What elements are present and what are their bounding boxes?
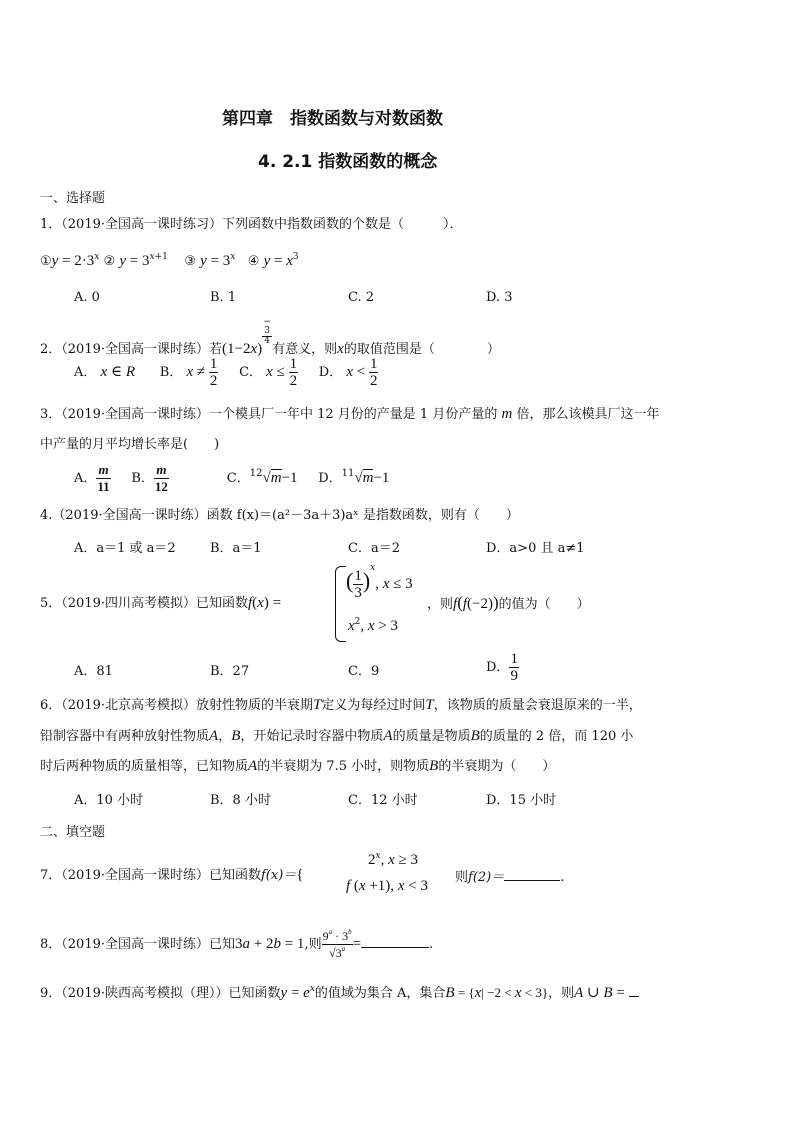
q7-answer-blank[interactable] bbox=[504, 866, 560, 881]
question-7-suffix: 则f(2)＝ . bbox=[455, 866, 564, 887]
q1-option-b: B. 1 bbox=[210, 290, 237, 305]
question-6-line-2: 铅制容器中有两种放射性物质A，B，开始记录时容器中物质A的质量是物质B的质量的 2 倍，而 120 小 bbox=[40, 728, 634, 744]
q1-option-d: D. 3 bbox=[486, 290, 513, 305]
q6-option-c: C．12 小时 bbox=[348, 793, 418, 808]
chapter-title: 第四章 指数函数与对数函数 bbox=[222, 109, 443, 129]
q5-case-1: ( $\frac{1}{3}$ )$^x$, x ≤ 3 bbox=[346, 563, 413, 601]
question-5-suffix: ，则f(f(−2))的值为（ ） bbox=[427, 593, 590, 612]
q8-answer-blank[interactable] bbox=[361, 933, 429, 948]
q1-option-a: A. 0 bbox=[74, 290, 100, 305]
q5-option-b: B．27 bbox=[210, 664, 250, 679]
question-8: 8．（2019·全国高一课时练）已知3a + 2b = 1,则 $\frac{9^a \cdot 3^b}{√3^a}$ = . bbox=[40, 928, 434, 960]
piecewise-brace bbox=[335, 566, 346, 642]
question-5-prefix: 5．（2019·四川高考模拟）已知函数f(x) = bbox=[40, 595, 282, 611]
q9-answer-blank[interactable] bbox=[629, 982, 639, 997]
section-heading-fill: 二、填空题 bbox=[40, 825, 106, 840]
q5-case-2: $x^2$, x > 3 bbox=[348, 617, 399, 634]
q5-option-a: A．81 bbox=[74, 664, 113, 679]
q2-options: A． x ∈ R B． x ≠ $\frac{1}{2}$ C． x ≤ $\frac{1}{2}$ D． x < $\frac{1}{2}$ bbox=[74, 356, 378, 389]
q5-option-d: D． $\frac{1}{9}$ bbox=[486, 651, 518, 684]
q6-option-a: A．10 小时 bbox=[74, 793, 144, 808]
question-1-functions: ①y = $2\cdot 3^x$ ② $y = 3^{x+1}$ ③ $y = 3^x$ ④ $y = x^3$ bbox=[40, 252, 299, 269]
question-2: 2．（2019·全国高一课时练）若(1−2x) − 3 4 有意义，则x的取值范围是（ ） bbox=[40, 317, 500, 357]
question-3-line-1: 3．（2019·全国高一课时练）一个模具厂一年中 12 月份的产量是 1 月份产量的 m 倍，那么该模具厂这一年 bbox=[40, 406, 660, 422]
section-heading-choice: 一、选择题 bbox=[40, 191, 106, 206]
q4-option-d: D．a>0 且 a≠1 bbox=[486, 541, 585, 556]
q4-option-a: A．a＝1 或 a＝2 bbox=[74, 541, 176, 556]
section-title: 4. 2.1 指数函数的概念 bbox=[258, 152, 438, 172]
q5-option-c: C．9 bbox=[348, 664, 380, 679]
q4-option-c: C．a＝2 bbox=[348, 541, 400, 556]
question-7-prefix: 7．（2019·全国高一课时练）已知函数f(x)＝{ bbox=[40, 867, 304, 883]
question-1: 1．（2019·全国高一课时练习）下列函数中指数函数的个数是（ ）． bbox=[40, 217, 463, 232]
question-4: 4.（2019·全国高一课时练）函数 f(x)＝(a²－3a＋3)aˣ 是指数函数，则有（ ） bbox=[40, 508, 519, 523]
question-9: 9．（2019·陕西高考模拟（理））已知函数$y = e^x$的值域为集合 A，集合B = {x| −2 < x < 3}，则A ∪ B = bbox=[40, 982, 639, 1003]
q4-option-b: B．a＝1 bbox=[210, 541, 262, 556]
q1-option-c: C. 2 bbox=[348, 290, 375, 305]
question-6-line-3: 时后两种物质的质量相等，已知物质A的半衰期为 7.5 小时，则物质B的半衰期为（ ） bbox=[40, 758, 556, 774]
question-6-line-1: 6．（2019·北京高考模拟）放射性物质的半衰期T定义为每经过时间T，该物质的质量会衰退原来的一半， bbox=[40, 697, 642, 713]
q6-option-d: D．15 小时 bbox=[486, 793, 557, 808]
q6-option-b: B．8 小时 bbox=[210, 793, 271, 808]
q7-case-2: f (x +1), x < 3 bbox=[346, 878, 428, 894]
question-3-line-2: 中产量的月平均增长率是( ) bbox=[40, 437, 220, 452]
q3-options: A． $\frac{m}{11}$ B． $\frac{m}{12}$ C．$^{12}$√m−1 D．$^{11}$√m−1 bbox=[74, 462, 390, 494]
q7-case-1: 2$^x$, x ≥ 3 bbox=[368, 851, 418, 868]
